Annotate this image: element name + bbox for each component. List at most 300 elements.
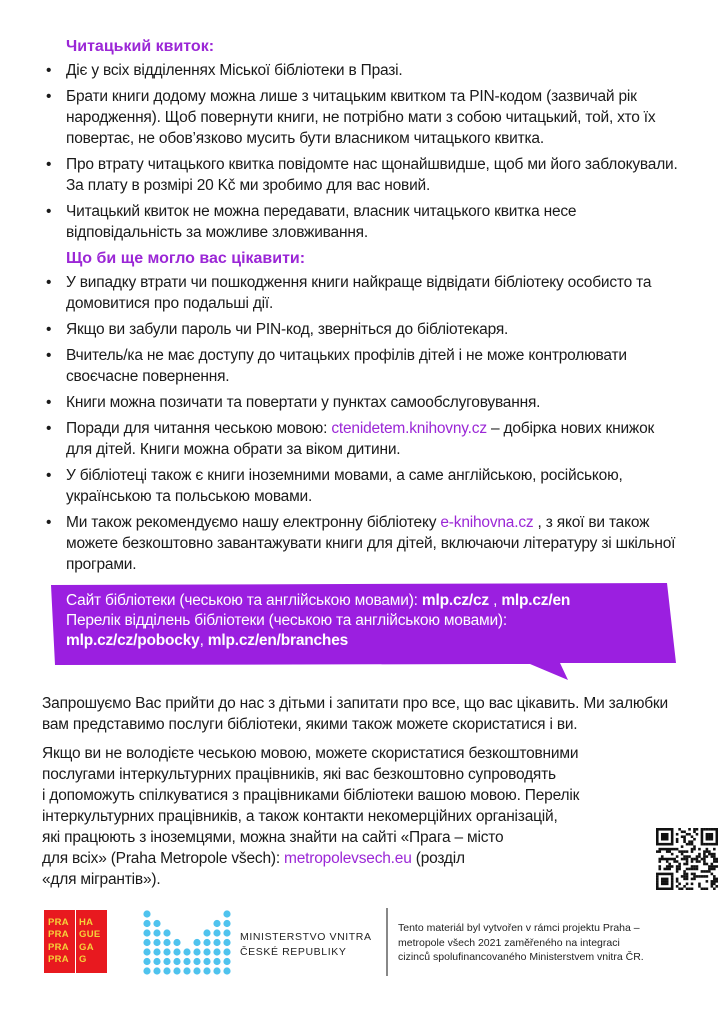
qr-module	[671, 828, 674, 831]
paragraph-line	[42, 848, 682, 869]
qr-module	[691, 835, 694, 838]
footer	[0, 908, 722, 988]
links-speech-bubble	[50, 583, 676, 681]
ctenidetem-link[interactable]: ctenidetem.knihovny.cz	[331, 420, 487, 437]
qr-module	[656, 885, 659, 888]
qr-module	[683, 835, 686, 838]
qr-module	[711, 833, 714, 836]
qr-module	[678, 883, 681, 886]
qr-module	[668, 863, 671, 866]
qr-module	[716, 830, 718, 833]
qr-module	[706, 828, 709, 831]
credit-line: Tento materiál byl vytvořen v rámci projektu Praha –	[398, 922, 640, 934]
intercultural-paragraph	[42, 743, 682, 890]
qr-module	[656, 838, 659, 841]
interest-list	[44, 272, 684, 575]
list-item: • У випадку втрати чи пошкодження книги найкраще відвідати бібліотеку особисто та домовитися про подальші дії.	[44, 272, 684, 314]
list-item: • Вчитель/ка не має доступу до читацьких профілів дітей і не може контролювати своєчасне повернення.	[44, 345, 684, 387]
qr-module	[698, 883, 701, 886]
qr-module	[688, 888, 691, 890]
qr-module	[713, 868, 716, 871]
qr-module	[716, 843, 718, 846]
qr-module	[676, 838, 679, 841]
qr-module	[668, 828, 671, 831]
logo-dot	[213, 958, 220, 965]
qr-module	[671, 848, 674, 851]
logo-dot	[163, 948, 170, 955]
qr-module	[668, 843, 671, 846]
qr-module	[711, 885, 714, 888]
qr-module	[696, 833, 699, 836]
qr-module	[663, 883, 666, 886]
list-item: • Діє у всіх відділеннях Міської бібліотеки в Празі.	[44, 60, 684, 81]
qr-module	[701, 858, 704, 861]
qr-module	[703, 828, 706, 831]
logo-dot	[193, 958, 200, 965]
qr-module	[676, 855, 679, 858]
logo-dot	[203, 948, 210, 955]
paragraph-line: «для мігрантів»).	[42, 871, 161, 888]
qr-module	[663, 835, 666, 838]
logo-dot	[153, 948, 160, 955]
qr-module	[678, 850, 681, 853]
qr-module	[666, 883, 669, 886]
qr-module	[713, 883, 716, 886]
qr-module	[701, 828, 704, 831]
e-knihovna-link[interactable]: e-knihovna.cz	[440, 514, 534, 531]
qr-module	[676, 860, 679, 863]
qr-module	[663, 843, 666, 846]
qr-module	[686, 888, 689, 890]
logo-dot	[153, 958, 160, 965]
qr-module	[696, 855, 699, 858]
qr-module	[711, 843, 714, 846]
qr-module	[701, 888, 704, 890]
qr-module	[656, 843, 659, 846]
qr-module	[701, 870, 704, 873]
qr-module	[713, 888, 716, 890]
qr-module	[661, 835, 664, 838]
qr-module	[691, 878, 694, 881]
qr-module	[656, 850, 659, 853]
logo-dot	[223, 939, 230, 946]
qr-module	[671, 830, 674, 833]
qr-module	[706, 855, 709, 858]
qr-module	[666, 873, 669, 876]
logo-dot	[173, 939, 180, 946]
qr-module	[686, 855, 689, 858]
qr-module	[691, 850, 694, 853]
qr-module	[658, 865, 661, 868]
qr-module	[691, 888, 694, 890]
qr-module	[693, 845, 696, 848]
qr-module	[691, 840, 694, 843]
footer-divider	[386, 908, 388, 976]
qr-module	[688, 833, 691, 836]
praha-logo-right	[75, 910, 107, 973]
qr-module	[661, 888, 664, 890]
qr-module	[706, 863, 709, 866]
qr-module	[703, 843, 706, 846]
qr-module	[683, 863, 686, 866]
logo-dot	[143, 939, 150, 946]
branches-label: Перелік відділень бібліотеки (чеською та англійською мовами):	[66, 612, 507, 629]
qr-module	[683, 855, 686, 858]
qr-module	[666, 850, 669, 853]
qr-module	[683, 875, 686, 878]
qr-module	[711, 868, 714, 871]
qr-module	[663, 868, 666, 871]
qr-module	[678, 863, 681, 866]
paragraph-line: Якщо ви не володієте чеською мовою, можете скористатися безкоштовними	[42, 745, 579, 762]
qr-module	[666, 833, 669, 836]
qr-module	[708, 835, 711, 838]
qr-module	[676, 878, 679, 881]
qr-module	[663, 880, 666, 883]
qr-module	[698, 885, 701, 888]
qr-module	[703, 858, 706, 861]
qr-module	[713, 880, 716, 883]
qr-module	[663, 833, 666, 836]
qr-module	[701, 875, 704, 878]
logo-dot	[183, 958, 190, 965]
qr-module	[661, 828, 664, 831]
logo-dot	[173, 958, 180, 965]
qr-module	[671, 838, 674, 841]
qr-module	[703, 860, 706, 863]
list-item: • Про втрату читацького квитка повідомте нас щонайшвидше, щоб ми його заблокували. За плату в розмірі 20 Kč ми зробимо для вас новий.	[44, 154, 684, 196]
logo-dot	[143, 948, 150, 955]
qr-module	[693, 875, 696, 878]
logo-dot	[213, 929, 220, 936]
qr-module	[711, 853, 714, 856]
qr-module	[661, 873, 664, 876]
qr-module	[676, 870, 679, 873]
qr-module	[678, 828, 681, 831]
qr-module	[668, 888, 671, 890]
qr-module	[686, 843, 689, 846]
qr-module	[671, 840, 674, 843]
invitation-section	[42, 693, 682, 890]
logo-dot	[143, 920, 150, 927]
qr-module	[691, 883, 694, 886]
paragraph-line: які працюють з іноземцями, можна знайти на сайті «Прага – місто	[42, 829, 504, 846]
qr-module	[696, 875, 699, 878]
qr-module	[681, 858, 684, 861]
paragraph-text: для всіх» (Praha Metropole všech):	[42, 850, 285, 867]
qr-module	[676, 848, 679, 851]
praha-logo-text: PRA	[48, 941, 69, 953]
logo-dot	[143, 929, 150, 936]
qr-module	[666, 860, 669, 863]
logo-dot	[163, 958, 170, 965]
qr-module	[676, 840, 679, 843]
qr-module	[701, 835, 704, 838]
qr-module	[668, 858, 671, 861]
qr-module	[691, 868, 694, 871]
metropolevsech-link[interactable]: metropolevsech.eu	[284, 850, 412, 867]
funding-credit	[398, 921, 698, 965]
qr-module	[711, 865, 714, 868]
logo-dot	[163, 929, 170, 936]
qr-module	[688, 843, 691, 846]
qr-module	[713, 828, 716, 831]
qr-module	[706, 835, 709, 838]
qr-module	[656, 883, 659, 886]
qr-module	[658, 850, 661, 853]
qr-module	[693, 858, 696, 861]
logo-dot	[213, 948, 220, 955]
logo-dot	[213, 967, 220, 974]
qr-module	[671, 858, 674, 861]
qr-module	[666, 878, 669, 881]
qr-module	[701, 840, 704, 843]
ministry-line: ČESKÉ REPUBLIKY	[240, 946, 347, 958]
qr-module	[666, 858, 669, 861]
qr-module	[708, 865, 711, 868]
qr-module	[681, 888, 684, 890]
qr-module	[711, 835, 714, 838]
qr-module	[686, 858, 689, 861]
qr-module	[706, 888, 709, 890]
logo-dot	[143, 958, 150, 965]
qr-module	[686, 833, 689, 836]
qr-module	[681, 830, 684, 833]
qr-module	[663, 888, 666, 890]
qr-module	[663, 828, 666, 831]
qr-module	[683, 850, 686, 853]
qr-module	[693, 830, 696, 833]
qr-module	[693, 873, 696, 876]
website-label: Сайт бібліотеки (чеською та англійською мовами):	[66, 592, 422, 609]
qr-module	[656, 833, 659, 836]
list-item: • Брати книги додому можна лише з читацьким квитком та PIN-кодом (зазвичай рік народження). Щоб повернути книги, не потрібно мати з собою читацький, той, хто їх повертає, не обов’язково мусить бути власником читацького квитка.	[44, 86, 684, 149]
qr-module	[661, 843, 664, 846]
qr-module	[671, 833, 674, 836]
qr-module	[671, 885, 674, 888]
qr-module	[696, 868, 699, 871]
qr-module	[676, 868, 679, 871]
ministry-line: MINISTERSTVO VNITRA	[240, 931, 372, 943]
qr-module	[686, 883, 689, 886]
qr-module	[708, 838, 711, 841]
qr-module	[693, 865, 696, 868]
logo-dot	[183, 948, 190, 955]
qr-module	[703, 855, 706, 858]
logo-dot	[173, 948, 180, 955]
mlp-cz-link[interactable]: mlp.cz/cz	[421, 592, 489, 609]
reader-card-heading: Читацький квиток:	[66, 38, 215, 55]
list-item: • Читацький квиток не можна передавати, власник читацького квитка несе відповідальність за можливе зловживання.	[44, 201, 684, 243]
qr-module	[671, 835, 674, 838]
paragraph-line: і допоможуть спілкуватися з працівниками бібліотеки вашою мовою. Перелік	[42, 787, 580, 804]
qr-module	[661, 878, 664, 881]
qr-module	[671, 878, 674, 881]
qr-module	[683, 870, 686, 873]
qr-module	[666, 835, 669, 838]
qr-module	[716, 835, 718, 838]
qr-module	[663, 848, 666, 851]
qr-module	[656, 873, 659, 876]
pobocky-link[interactable]: mlp.cz/cz/pobocky	[66, 632, 200, 649]
logo-dot	[223, 910, 230, 917]
qr-module	[661, 838, 664, 841]
qr-module	[681, 850, 684, 853]
logo-dot	[163, 939, 170, 946]
qr-module	[686, 878, 689, 881]
list-item	[44, 418, 684, 460]
qr-module	[658, 848, 661, 851]
praha-logo-left	[44, 910, 75, 973]
qr-module	[678, 868, 681, 871]
qr-module	[673, 860, 676, 863]
qr-module	[706, 833, 709, 836]
logo-dot	[193, 948, 200, 955]
branches-link[interactable]: mlp.cz/en/branches	[207, 632, 349, 649]
logo-dot	[203, 929, 210, 936]
qr-module	[666, 843, 669, 846]
qr-module	[703, 853, 706, 856]
qr-module	[716, 865, 718, 868]
qr-module	[713, 865, 716, 868]
qr-module	[701, 843, 704, 846]
qr-module	[703, 870, 706, 873]
qr-module	[663, 873, 666, 876]
qr-module	[683, 858, 686, 861]
qr-module	[668, 850, 671, 853]
item-text: , з якої ви також можете безкоштовно завантажувати книги для дітей, включаючи літературу зі шкільної програми.	[66, 514, 676, 573]
qr-module	[713, 875, 716, 878]
qr-module	[661, 880, 664, 883]
logo-dot	[153, 920, 160, 927]
ministry-dots-logo-icon	[142, 908, 232, 978]
qr-module	[708, 828, 711, 831]
logo-dot	[223, 967, 230, 974]
qr-module	[708, 868, 711, 871]
qr-module	[666, 828, 669, 831]
qr-module	[681, 845, 684, 848]
qr-code-icon[interactable]	[656, 828, 718, 890]
credit-line: cizinců spolufinancovaného Ministerstvem vnitra ČR.	[398, 951, 644, 963]
qr-module	[656, 830, 659, 833]
logo-dot	[143, 967, 150, 974]
qr-module	[698, 875, 701, 878]
qr-module	[693, 848, 696, 851]
qr-module	[706, 880, 709, 883]
qr-module	[696, 865, 699, 868]
qr-module	[693, 838, 696, 841]
qr-module	[696, 858, 699, 861]
qr-module	[691, 843, 694, 846]
qr-module	[713, 858, 716, 861]
logo-dot	[223, 920, 230, 927]
qr-module	[686, 875, 689, 878]
qr-module	[673, 848, 676, 851]
qr-module	[706, 870, 709, 873]
qr-module	[716, 828, 718, 831]
qr-module	[683, 873, 686, 876]
praha-logo-text: GA	[79, 941, 94, 953]
qr-module	[708, 853, 711, 856]
website-line	[66, 591, 676, 611]
separator: ,	[199, 632, 208, 649]
mlp-en-link[interactable]: mlp.cz/en	[501, 592, 571, 609]
qr-module	[681, 875, 684, 878]
separator: ,	[489, 592, 502, 609]
qr-module	[683, 830, 686, 833]
paragraph-line: інтеркультурних працівників, а також контакти некомерційних організацій,	[42, 808, 558, 825]
qr-module	[671, 865, 674, 868]
logo-dot	[153, 929, 160, 936]
qr-module	[683, 885, 686, 888]
qr-module	[666, 868, 669, 871]
item-text: Ми також рекомендуємо нашу електронну бібліотеку	[66, 514, 441, 531]
qr-module	[688, 840, 691, 843]
qr-module	[671, 873, 674, 876]
qr-module	[671, 853, 674, 856]
qr-module	[716, 840, 718, 843]
qr-module	[678, 888, 681, 890]
praha-logo-text: PRA	[48, 954, 69, 965]
qr-module	[656, 828, 659, 831]
qr-module	[706, 875, 709, 878]
list-item	[44, 512, 684, 575]
qr-module	[693, 868, 696, 871]
qr-module	[711, 880, 714, 883]
qr-module	[703, 875, 706, 878]
qr-module	[676, 885, 679, 888]
qr-module	[666, 848, 669, 851]
qr-module	[676, 865, 679, 868]
praha-logo	[44, 910, 107, 973]
qr-module	[661, 855, 664, 858]
qr-module	[666, 888, 669, 890]
list-item: • Книги можна позичати та повертати у пунктах самообслуговування.	[44, 392, 684, 413]
qr-module	[688, 828, 691, 831]
qr-module	[716, 880, 718, 883]
logo-dot	[173, 967, 180, 974]
invitation-paragraph: Запрошуємо Вас прийти до нас з дітьми і запитати про все, що вас цікавить. Ми залюбки вам представимо послуги бібліотеки, якими також можете скористатися і ви.	[42, 695, 668, 733]
qr-module	[716, 878, 718, 881]
qr-module	[668, 865, 671, 868]
qr-module	[658, 888, 661, 890]
paragraph-line: послугами інтеркультурних працівників, які вас безкоштовно супроводять	[42, 766, 556, 783]
qr-module	[658, 843, 661, 846]
qr-module	[706, 838, 709, 841]
qr-module	[691, 865, 694, 868]
logo-dot	[223, 929, 230, 936]
qr-module	[716, 858, 718, 861]
qr-module	[703, 850, 706, 853]
qr-module	[698, 860, 701, 863]
qr-module	[708, 850, 711, 853]
qr-module	[688, 855, 691, 858]
logo-dot	[143, 910, 150, 917]
qr-module	[716, 838, 718, 841]
logo-dot	[153, 939, 160, 946]
qr-module	[703, 863, 706, 866]
qr-module	[711, 863, 714, 866]
ministry-name	[240, 930, 372, 960]
qr-module	[666, 880, 669, 883]
praha-logo-text: PRA	[48, 916, 69, 928]
qr-module	[661, 833, 664, 836]
praha-logo-text: G	[79, 954, 87, 965]
qr-module	[686, 850, 689, 853]
qr-module	[713, 853, 716, 856]
logo-dot	[203, 939, 210, 946]
qr-module	[673, 858, 676, 861]
